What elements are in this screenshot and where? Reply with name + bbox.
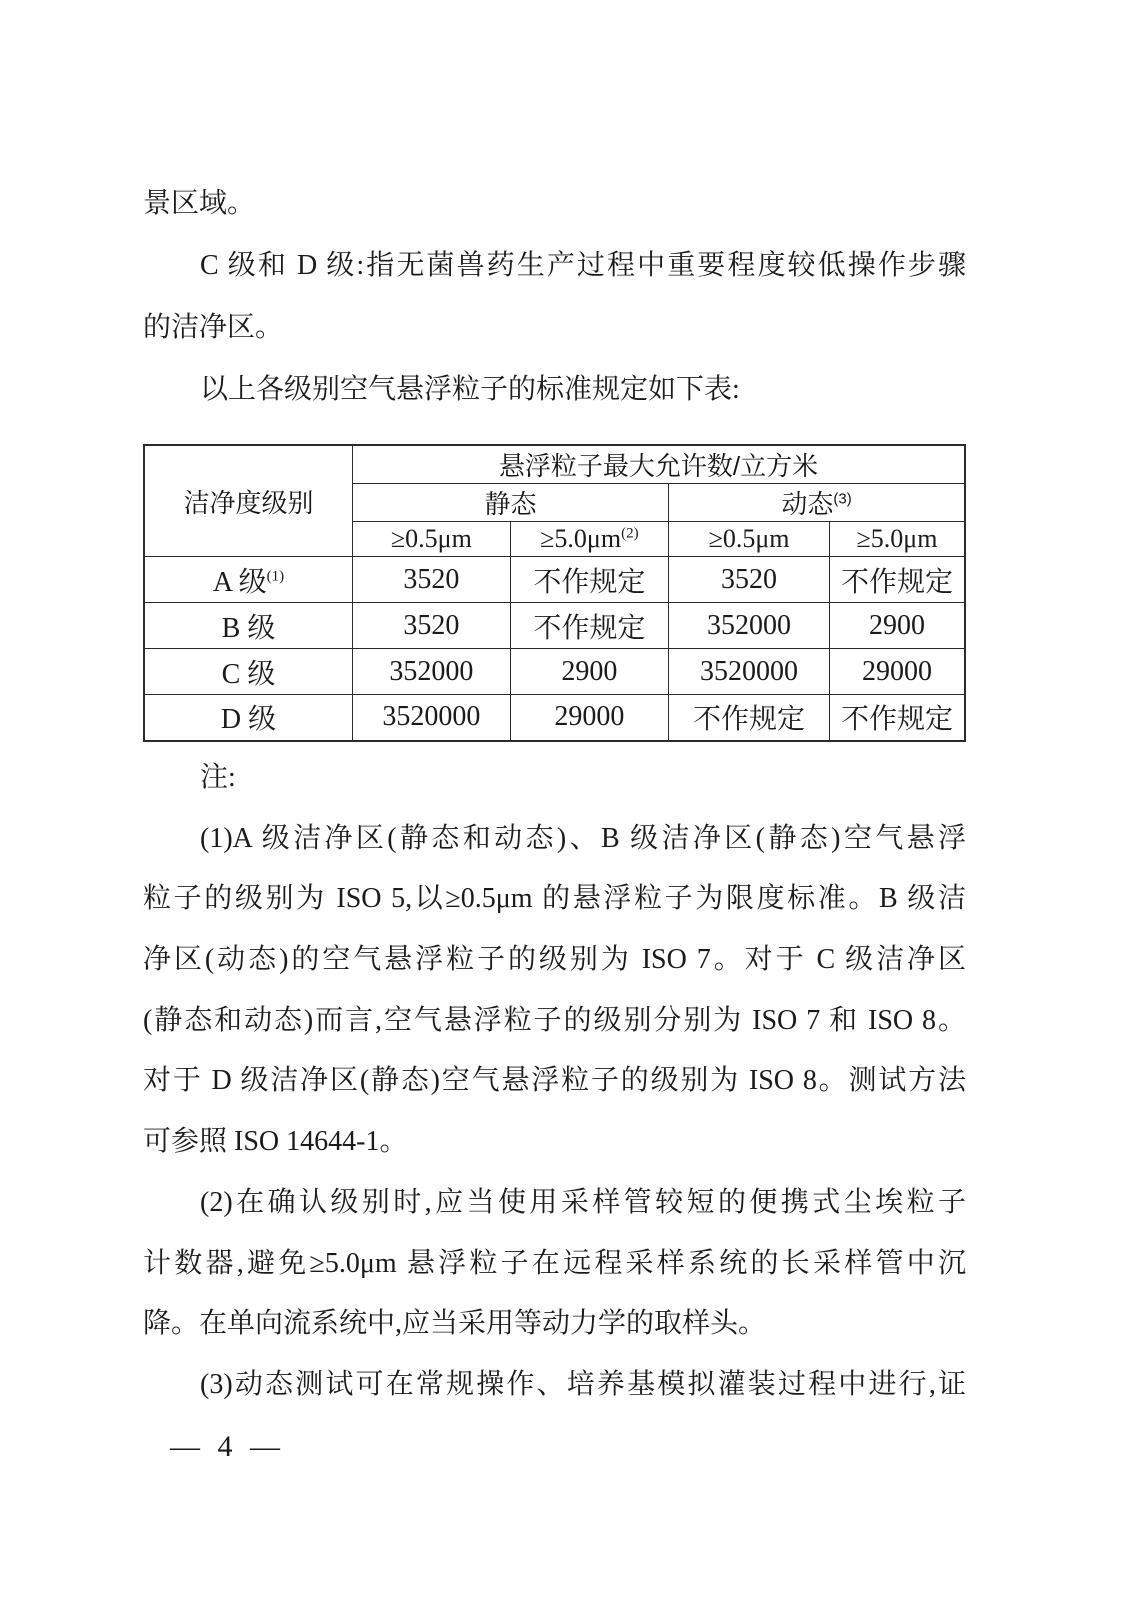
- subheader-dynamic-05um: ≥0.5μm: [669, 522, 830, 557]
- table-corner-header: 洁净度级别: [144, 445, 353, 557]
- note2-line-end: 降。在单向流系统中,应当采用等动力学的取样头。: [143, 1308, 767, 1340]
- grade-label: D 级: [144, 695, 353, 741]
- value-cell: 352000: [353, 649, 511, 695]
- note1-line: (静态和动态)而言,空气悬浮粒子的级别分别为 ISO 7 和 ISO 8。: [143, 1004, 966, 1036]
- table-row-grade-c: [144, 649, 965, 695]
- table-span-header: 悬浮粒子最大允许数/立方米: [353, 445, 965, 484]
- text-line-table-intro: 以上各级别空气悬浮粒子的标准规定如下表:: [200, 374, 740, 405]
- value-cell: 3520000: [669, 649, 830, 695]
- subheader-footnote: (2): [621, 525, 639, 542]
- value-cell: 不作规定: [669, 695, 830, 741]
- note3-line: (3)动态测试可在常规操作、培养基模拟灌装过程中进行,证: [200, 1368, 966, 1400]
- value-cell: 不作规定: [830, 695, 966, 741]
- grade-label: B 级: [144, 603, 353, 649]
- particle-limits-table: [143, 444, 966, 742]
- dynamic-state-header: 动态$^{(3)}$: [669, 484, 965, 522]
- notes-block: [143, 748, 966, 1416]
- value-cell: 29000: [510, 695, 668, 741]
- value-cell: 352000: [669, 603, 830, 649]
- value-cell: 3520: [669, 557, 830, 603]
- value-cell: 3520: [353, 557, 511, 603]
- subheader-static-05um: ≥0.5μm: [353, 522, 511, 557]
- value-cell: 不作规定: [510, 557, 668, 603]
- value-cell: 不作规定: [510, 603, 668, 649]
- value-cell: 2900: [510, 649, 668, 695]
- text-line-continuation: 景区域。: [143, 188, 256, 219]
- grade-label: C 级: [144, 649, 353, 695]
- text-line-cd-grade: C 级和 D 级:指无菌兽药生产过程中重要程度较低操作步骤: [200, 250, 966, 281]
- note2-line: (2)在确认级别时,应当使用采样管较短的便携式尘埃粒子: [200, 1186, 966, 1218]
- value-cell: 3520000: [353, 695, 511, 741]
- grade-a-footnote: (1): [266, 568, 285, 585]
- value-cell: 29000: [830, 649, 966, 695]
- notes-title: 注:: [200, 762, 236, 793]
- subheader-dynamic-50um: ≥5.0μm: [830, 522, 966, 557]
- static-state-header: 静态: [353, 484, 669, 522]
- page-number: — 4 —: [170, 1430, 280, 1463]
- note1-line: (1)A 级洁净区(静态和动态)、B 级洁净区(静态)空气悬浮: [200, 822, 966, 854]
- value-cell: 不作规定: [830, 557, 966, 603]
- table-row-grade-b: [144, 603, 965, 649]
- text-line-cd-grade-end: 的洁净区。: [143, 312, 284, 343]
- note1-line: 粒子的级别为 ISO 5,以≥0.5μm 的悬浮粒子为限度标准。B 级洁: [143, 883, 966, 915]
- note1-line: 对于 D 级洁净区(静态)空气悬浮粒子的级别为 ISO 8。测试方法: [143, 1065, 966, 1097]
- table-row-grade-d: [144, 695, 965, 741]
- table-row-grade-a: [144, 557, 965, 603]
- value-cell: 2900: [830, 603, 966, 649]
- grade-label: A 级$^{(1)}$: [144, 557, 353, 603]
- value-cell: 3520: [353, 603, 511, 649]
- top-text-block: [143, 173, 966, 421]
- note2-line: 计数器,避免≥5.0μm 悬浮粒子在远程采样系统的长采样管中沉: [143, 1247, 966, 1279]
- note1-line-end: 可参照 ISO 14644-1。: [143, 1126, 408, 1158]
- subheader-static-50um: ≥5.0μm$^{(2)}$: [510, 522, 668, 557]
- dynamic-header-footnote: (3): [833, 490, 852, 508]
- note1-line: 净区(动态)的空气悬浮粒子的级别为 ISO 7。对于 C 级洁净区: [143, 944, 966, 976]
